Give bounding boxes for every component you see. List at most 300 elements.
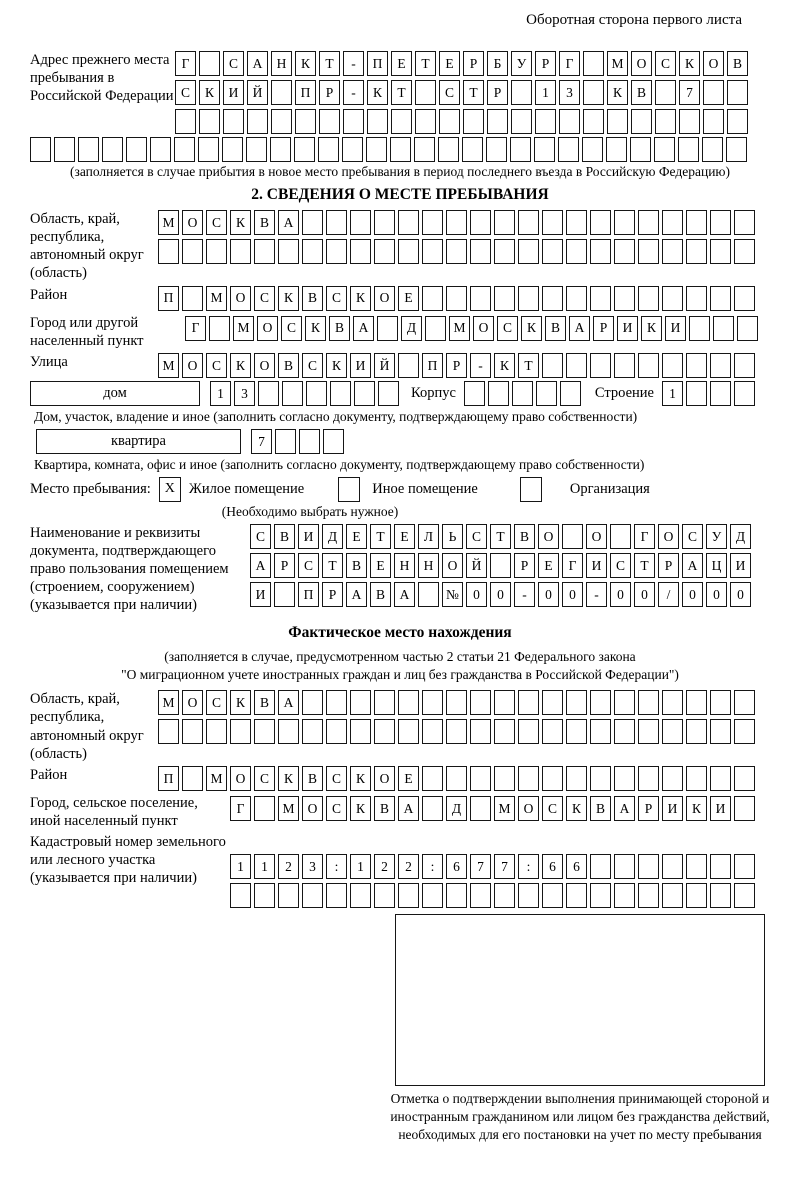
- street-cells: [158, 353, 755, 378]
- char-cell: [488, 381, 509, 406]
- char-cell: Н: [394, 553, 415, 578]
- char-cell: 7: [470, 854, 491, 879]
- char-cell: [377, 316, 398, 341]
- char-cell: О: [182, 690, 203, 715]
- actual-location-note-1: (заполняется в случае, предусмотренном частью 2 статьи 21 Федерального закона: [164, 649, 636, 665]
- char-cell: В: [274, 524, 295, 549]
- char-cell: [511, 109, 532, 134]
- char-cell: Б: [487, 51, 508, 76]
- confirmation-note: Отметка о подтверждении выполнения принимающей стороной и иностранным гражданином или лицом без гражданства действий, необходимых для его постановки на учет по месту пребывания: [390, 1091, 770, 1142]
- char-cell: И: [298, 524, 319, 549]
- char-cell: К: [566, 796, 587, 821]
- char-cell: [542, 883, 563, 908]
- char-cell: [566, 286, 587, 311]
- char-cell: [583, 80, 604, 105]
- char-cell: С: [254, 286, 275, 311]
- char-cell: [518, 766, 539, 791]
- char-cell: [638, 719, 659, 744]
- char-cell: [662, 690, 683, 715]
- char-cell: Т: [322, 553, 343, 578]
- char-cell: В: [254, 210, 275, 235]
- document-row-2: [250, 553, 751, 578]
- char-cell: [542, 239, 563, 264]
- char-cell: Р: [593, 316, 614, 341]
- char-cell: [710, 766, 731, 791]
- char-cell: В: [302, 286, 323, 311]
- char-cell: [518, 239, 539, 264]
- char-cell: Л: [418, 524, 439, 549]
- char-cell: М: [206, 286, 227, 311]
- char-cell: К: [607, 80, 628, 105]
- char-cell: [606, 137, 627, 162]
- char-cell: [686, 381, 707, 406]
- char-cell: [566, 719, 587, 744]
- char-cell: [418, 582, 439, 607]
- char-cell: М: [278, 796, 299, 821]
- actual-city-cells: [230, 796, 755, 821]
- char-cell: [378, 381, 399, 406]
- char-cell: [398, 210, 419, 235]
- actual-location-note-2: "О миграционном учете иностранных граждан и лиц без гражданства в Российской Федерации"): [121, 667, 679, 683]
- char-cell: С: [250, 524, 271, 549]
- char-cell: [323, 429, 344, 454]
- char-cell: 6: [542, 854, 563, 879]
- char-cell: 1: [230, 854, 251, 879]
- char-cell: [734, 239, 755, 264]
- char-cell: [710, 353, 731, 378]
- char-cell: Т: [490, 524, 511, 549]
- char-cell: [326, 210, 347, 235]
- char-cell: [470, 719, 491, 744]
- char-cell: [318, 137, 339, 162]
- char-cell: [326, 719, 347, 744]
- char-cell: [710, 690, 731, 715]
- apartment-cells: [251, 429, 344, 454]
- char-cell: [470, 883, 491, 908]
- char-cell: [174, 137, 195, 162]
- char-cell: Р: [638, 796, 659, 821]
- char-cell: К: [230, 210, 251, 235]
- char-cell: И: [617, 316, 638, 341]
- char-cell: [422, 239, 443, 264]
- char-cell: [302, 239, 323, 264]
- char-cell: [182, 766, 203, 791]
- cadastre-label: Кадастровый номер земельного или лесного участка (указывается при наличии): [30, 834, 226, 887]
- char-cell: [30, 137, 51, 162]
- page-header: Оборотная сторона первого листа: [526, 12, 742, 28]
- char-cell: [562, 524, 583, 549]
- city-cells: [185, 316, 758, 341]
- char-cell: 2: [398, 854, 419, 879]
- house-cells: [210, 381, 399, 406]
- char-cell: [490, 553, 511, 578]
- char-cell: В: [374, 796, 395, 821]
- document-row-3: [250, 582, 751, 607]
- char-cell: [662, 719, 683, 744]
- char-cell: 0: [634, 582, 655, 607]
- prev-address-note: (заполняется в случае прибытия в новое место пребывания в период последнего въезда в Российскую Федерацию): [69, 164, 731, 179]
- char-cell: 0: [562, 582, 583, 607]
- char-cell: В: [370, 582, 391, 607]
- char-cell: [678, 137, 699, 162]
- document-field: [30, 524, 770, 615]
- char-cell: 0: [706, 582, 727, 607]
- char-cell: Т: [319, 51, 340, 76]
- char-cell: [542, 353, 563, 378]
- char-cell: [542, 210, 563, 235]
- char-cell: М: [607, 51, 628, 76]
- actual-region-field: [30, 690, 770, 763]
- stay-option-organization-label: Организация: [569, 480, 650, 497]
- char-cell: [638, 210, 659, 235]
- char-cell: [302, 210, 323, 235]
- char-cell: [512, 381, 533, 406]
- char-cell: А: [394, 582, 415, 607]
- char-cell: О: [703, 51, 724, 76]
- char-cell: [494, 210, 515, 235]
- char-cell: [102, 137, 123, 162]
- char-cell: [330, 381, 351, 406]
- char-cell: [446, 286, 467, 311]
- char-cell: С: [682, 524, 703, 549]
- char-cell: [230, 239, 251, 264]
- char-cell: [734, 883, 755, 908]
- char-cell: [638, 883, 659, 908]
- char-cell: [206, 719, 227, 744]
- district-label: Район: [30, 286, 68, 303]
- char-cell: [510, 137, 531, 162]
- char-cell: [158, 719, 179, 744]
- char-cell: [686, 210, 707, 235]
- char-cell: Р: [535, 51, 556, 76]
- char-cell: С: [439, 80, 460, 105]
- char-cell: Д: [401, 316, 422, 341]
- char-cell: [662, 239, 683, 264]
- char-cell: [199, 109, 220, 134]
- char-cell: С: [497, 316, 518, 341]
- char-cell: 6: [446, 854, 467, 879]
- char-cell: [518, 286, 539, 311]
- char-cell: [494, 690, 515, 715]
- char-cell: О: [230, 286, 251, 311]
- char-cell: К: [350, 766, 371, 791]
- char-cell: [278, 239, 299, 264]
- char-cell: [247, 109, 268, 134]
- char-cell: [319, 109, 340, 134]
- char-cell: К: [295, 51, 316, 76]
- char-cell: 2: [278, 854, 299, 879]
- char-cell: Р: [446, 353, 467, 378]
- char-cell: [536, 381, 557, 406]
- char-cell: [464, 381, 485, 406]
- char-cell: [463, 109, 484, 134]
- char-cell: С: [206, 210, 227, 235]
- char-cell: Р: [274, 553, 295, 578]
- char-cell: Ц: [706, 553, 727, 578]
- char-cell: [398, 883, 419, 908]
- char-cell: [535, 109, 556, 134]
- char-cell: [734, 796, 755, 821]
- char-cell: О: [442, 553, 463, 578]
- char-cell: [710, 719, 731, 744]
- char-cell: Р: [463, 51, 484, 76]
- char-cell: [278, 883, 299, 908]
- char-cell: А: [250, 553, 271, 578]
- char-cell: Г: [559, 51, 580, 76]
- char-cell: К: [494, 353, 515, 378]
- char-cell: С: [542, 796, 563, 821]
- stay-type-row: [30, 477, 770, 502]
- char-cell: /: [658, 582, 679, 607]
- prev-address-field: [30, 51, 770, 134]
- char-cell: [686, 854, 707, 879]
- char-cell: Р: [322, 582, 343, 607]
- char-cell: К: [350, 796, 371, 821]
- stay-note: (Необходимо выбрать нужное): [221, 503, 399, 519]
- char-cell: [518, 690, 539, 715]
- char-cell: [246, 137, 267, 162]
- char-cell: [271, 109, 292, 134]
- char-cell: В: [727, 51, 748, 76]
- char-cell: 7: [494, 854, 515, 879]
- char-cell: [710, 854, 731, 879]
- char-cell: К: [686, 796, 707, 821]
- char-cell: [614, 719, 635, 744]
- document-row-1: [250, 524, 751, 549]
- prev-address-row-2: [175, 80, 748, 105]
- char-cell: [470, 239, 491, 264]
- char-cell: [278, 719, 299, 744]
- char-cell: [614, 854, 635, 879]
- char-cell: [662, 210, 683, 235]
- char-cell: [590, 883, 611, 908]
- char-cell: [150, 137, 171, 162]
- char-cell: [734, 381, 755, 406]
- char-cell: [275, 429, 296, 454]
- char-cell: Й: [466, 553, 487, 578]
- char-cell: [686, 883, 707, 908]
- char-cell: [182, 239, 203, 264]
- char-cell: У: [511, 51, 532, 76]
- char-cell: [655, 80, 676, 105]
- char-cell: [391, 109, 412, 134]
- char-cell: К: [367, 80, 388, 105]
- char-cell: 0: [466, 582, 487, 607]
- char-cell: В: [545, 316, 566, 341]
- char-cell: [558, 137, 579, 162]
- char-cell: [713, 316, 734, 341]
- char-cell: [710, 381, 731, 406]
- char-cell: [702, 137, 723, 162]
- char-cell: -: [586, 582, 607, 607]
- char-cell: К: [230, 690, 251, 715]
- char-cell: Р: [319, 80, 340, 105]
- house-box: дом: [30, 381, 200, 406]
- char-cell: [350, 239, 371, 264]
- char-cell: [343, 109, 364, 134]
- char-cell: [422, 690, 443, 715]
- char-cell: В: [302, 766, 323, 791]
- char-cell: [638, 286, 659, 311]
- char-cell: [446, 210, 467, 235]
- char-cell: -: [343, 51, 364, 76]
- char-cell: [302, 690, 323, 715]
- char-cell: [486, 137, 507, 162]
- char-cell: [398, 719, 419, 744]
- char-cell: М: [158, 690, 179, 715]
- char-cell: И: [662, 796, 683, 821]
- char-cell: И: [350, 353, 371, 378]
- char-cell: [566, 210, 587, 235]
- char-cell: А: [247, 51, 268, 76]
- char-cell: А: [346, 582, 367, 607]
- char-cell: С: [206, 690, 227, 715]
- char-cell: [494, 766, 515, 791]
- char-cell: [686, 286, 707, 311]
- char-cell: С: [281, 316, 302, 341]
- char-cell: Е: [370, 553, 391, 578]
- char-cell: [294, 137, 315, 162]
- prev-address-row-3: [175, 109, 748, 134]
- char-cell: О: [254, 353, 275, 378]
- char-cell: О: [230, 766, 251, 791]
- char-cell: [414, 137, 435, 162]
- char-cell: [638, 766, 659, 791]
- street-label: Улица: [30, 353, 68, 370]
- char-cell: Т: [391, 80, 412, 105]
- char-cell: Е: [538, 553, 559, 578]
- char-cell: К: [679, 51, 700, 76]
- char-cell: [254, 883, 275, 908]
- char-cell: [374, 719, 395, 744]
- char-cell: [422, 796, 443, 821]
- char-cell: [206, 239, 227, 264]
- char-cell: 0: [490, 582, 511, 607]
- char-cell: [222, 137, 243, 162]
- char-cell: О: [518, 796, 539, 821]
- stay-option-dwelling-label: Жилое помещение: [188, 480, 305, 497]
- district-cells: [158, 286, 755, 311]
- char-cell: Н: [418, 553, 439, 578]
- region-label: Область, край, республика, автономный округ (область): [30, 211, 144, 282]
- char-cell: Е: [391, 51, 412, 76]
- char-cell: [614, 286, 635, 311]
- char-cell: П: [367, 51, 388, 76]
- char-cell: Г: [562, 553, 583, 578]
- char-cell: [446, 719, 467, 744]
- char-cell: [271, 80, 292, 105]
- prev-address-grid: [175, 51, 748, 134]
- char-cell: П: [158, 286, 179, 311]
- actual-region-grid: [158, 690, 755, 744]
- char-cell: [367, 109, 388, 134]
- char-cell: О: [182, 210, 203, 235]
- char-cell: [654, 137, 675, 162]
- char-cell: И: [223, 80, 244, 105]
- char-cell: [462, 137, 483, 162]
- cadastre-field: [30, 833, 770, 908]
- char-cell: А: [278, 690, 299, 715]
- char-cell: Р: [487, 80, 508, 105]
- stay-checkbox-organization: [520, 477, 542, 502]
- char-cell: О: [302, 796, 323, 821]
- char-cell: С: [302, 353, 323, 378]
- char-cell: [542, 766, 563, 791]
- char-cell: М: [158, 210, 179, 235]
- char-cell: [470, 690, 491, 715]
- char-cell: О: [538, 524, 559, 549]
- char-cell: [302, 719, 323, 744]
- char-cell: [607, 109, 628, 134]
- char-cell: [494, 239, 515, 264]
- stay-checkbox-other: [338, 477, 360, 502]
- char-cell: [566, 766, 587, 791]
- char-cell: [583, 51, 604, 76]
- char-cell: [374, 883, 395, 908]
- char-cell: [566, 690, 587, 715]
- korpus-cells: [464, 381, 581, 406]
- char-cell: [182, 286, 203, 311]
- char-cell: [350, 690, 371, 715]
- char-cell: С: [326, 766, 347, 791]
- char-cell: Д: [446, 796, 467, 821]
- char-cell: В: [346, 553, 367, 578]
- char-cell: К: [326, 353, 347, 378]
- char-cell: К: [305, 316, 326, 341]
- char-cell: [374, 690, 395, 715]
- char-cell: И: [250, 582, 271, 607]
- char-cell: [710, 210, 731, 235]
- char-cell: [727, 109, 748, 134]
- char-cell: [662, 766, 683, 791]
- house-note: Дом, участок, владение и иное (заполнить согласно документу, подтверждающему право собственности): [34, 408, 638, 424]
- char-cell: [518, 210, 539, 235]
- char-cell: [422, 883, 443, 908]
- actual-city-label: Город, сельское поселение, иной населенный пункт: [30, 794, 198, 829]
- region-grid: [158, 210, 755, 264]
- char-cell: Й: [374, 353, 395, 378]
- char-cell: [590, 353, 611, 378]
- char-cell: [425, 316, 446, 341]
- char-cell: О: [374, 286, 395, 311]
- char-cell: [679, 109, 700, 134]
- char-cell: [438, 137, 459, 162]
- char-cell: [686, 353, 707, 378]
- char-cell: С: [206, 353, 227, 378]
- char-cell: С: [298, 553, 319, 578]
- char-cell: [631, 109, 652, 134]
- char-cell: С: [655, 51, 676, 76]
- char-cell: О: [473, 316, 494, 341]
- prev-address-overflow-row: [30, 137, 770, 162]
- char-cell: [542, 690, 563, 715]
- char-cell: К: [278, 286, 299, 311]
- char-cell: [590, 766, 611, 791]
- char-cell: П: [422, 353, 443, 378]
- char-cell: [630, 137, 651, 162]
- char-cell: Р: [658, 553, 679, 578]
- char-cell: [710, 883, 731, 908]
- char-cell: [209, 316, 230, 341]
- char-cell: Г: [175, 51, 196, 76]
- char-cell: В: [254, 690, 275, 715]
- char-cell: Ь: [442, 524, 463, 549]
- char-cell: [182, 719, 203, 744]
- char-cell: -: [343, 80, 364, 105]
- char-cell: №: [442, 582, 463, 607]
- prev-address-label: Адрес прежнего места пребывания в Российской Федерации: [30, 52, 174, 105]
- document-grid: [250, 524, 751, 607]
